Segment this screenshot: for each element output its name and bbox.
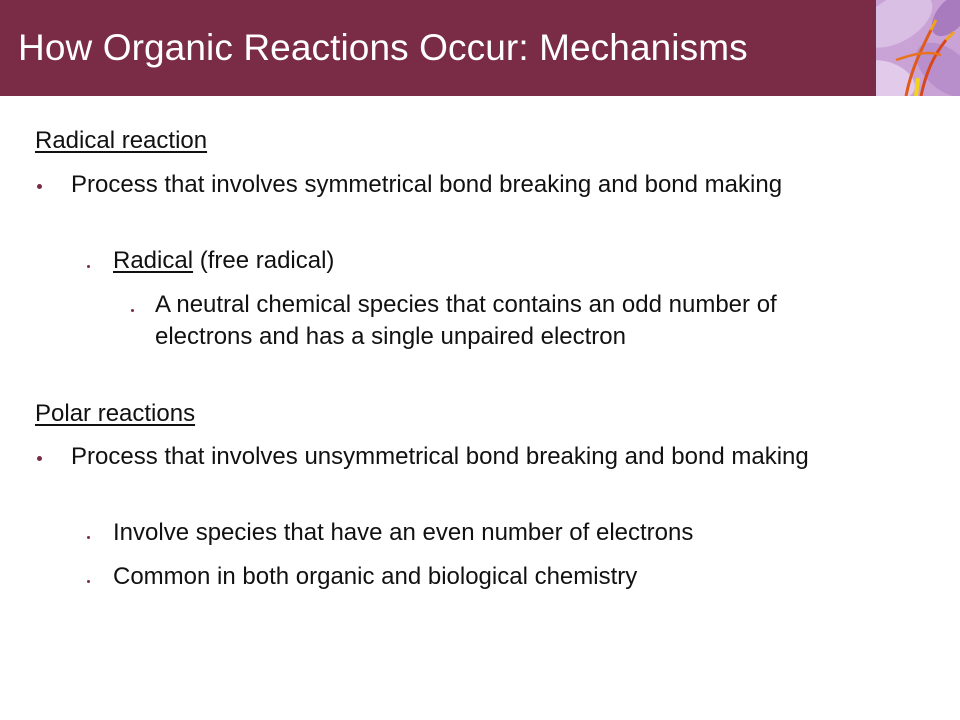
polar-sub-bullet-2: Common in both organic and biological chemistry <box>113 563 638 590</box>
sub-bullet-marker <box>87 265 90 268</box>
slide-title: How Organic Reactions Occur: Mechanisms <box>18 27 748 68</box>
section-heading-polar: Polar reactions <box>35 400 196 427</box>
sub-bullet-marker <box>87 580 90 583</box>
radical-definition: A neutral chemical species that contains an odd number of electrons and has a single unpaired electron <box>155 291 777 350</box>
radical-term-rest: (free radical) <box>193 247 335 274</box>
bullet-marker <box>37 184 42 189</box>
radical-sub-bullet-1 <box>113 245 813 277</box>
section-heading-radical: Radical reaction <box>35 127 208 154</box>
sub-bullet-marker <box>87 536 90 539</box>
radical-term: Radical <box>113 247 194 274</box>
sub-sub-bullet-marker <box>131 309 134 312</box>
polar-bullet-1: Process that involves unsymmetrical bond breaking and bond making <box>71 443 809 470</box>
radical-bullet-1: Process that involves symmetrical bond breaking and bond making <box>71 171 783 198</box>
polar-sub-bullet-1: Involve species that have an even number of electrons <box>113 519 694 546</box>
bullet-marker <box>37 456 42 461</box>
